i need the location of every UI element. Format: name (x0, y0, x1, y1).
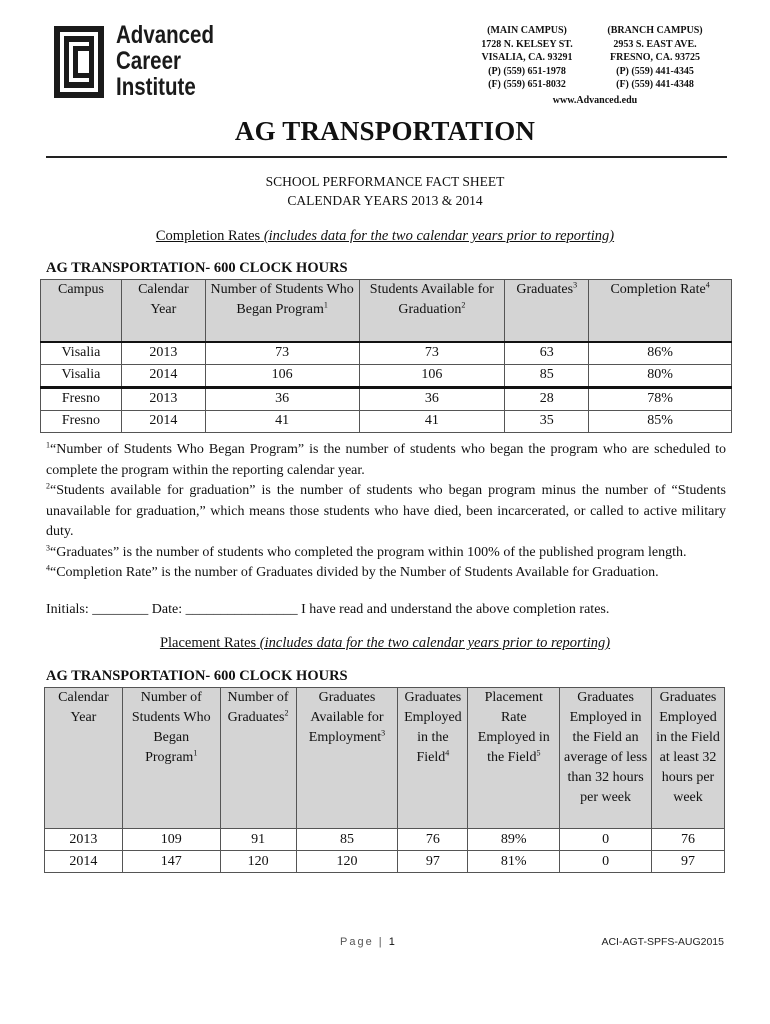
cell-employed: 97 (398, 851, 468, 873)
placement-header-row (45, 688, 725, 829)
cell-year: 2014 (45, 851, 123, 873)
footnote-4-marker: 4 (46, 563, 50, 573)
main-campus-street: 1728 N. KELSEY ST. (481, 38, 573, 50)
col-available-employment: Graduates Available for Employment$^3$ (296, 688, 398, 829)
cell-began: 109 (122, 829, 220, 851)
footnote-4-text: “Completion Rate” is the number of Graduates divided by the Number of Students Available for Graduation. (50, 565, 659, 580)
table-row (41, 387, 732, 410)
cell-campus: Visalia (41, 364, 122, 387)
col-employed-less-than-32: Graduates Employed in the Field an average of less than 32 hours per week (560, 688, 652, 829)
website-link[interactable]: www.Advanced.edu (552, 95, 638, 106)
cell-began: 36 (205, 387, 359, 410)
logo-line-2: Career (116, 47, 181, 75)
col-students-began: Number of Students Who Began Program$^1$ (122, 688, 220, 829)
page-label: Page (340, 936, 374, 948)
col-graduates-label: Graduates (516, 282, 574, 297)
completion-header-row (41, 280, 732, 342)
cell-available: 36 (359, 387, 505, 410)
completion-heading-note: (includes data for the two calendar years prior to reporting) (263, 228, 615, 244)
cell-year: 2014 (121, 364, 205, 387)
cell-began: 147 (122, 851, 220, 873)
col-calendar-year: Calendar Year (121, 280, 205, 342)
cell-available: 41 (359, 410, 505, 432)
cell-rate: 81% (468, 851, 560, 873)
cell-graduates: 28 (505, 387, 589, 410)
subtitle-fact-sheet: SCHOOL PERFORMANCE FACT SHEET (265, 174, 505, 189)
footnote-3-text: “Graduates” is the number of students who completed the program within 100% of the published program length. (50, 544, 687, 560)
cell-began: 73 (205, 342, 359, 365)
completion-program-heading: AG TRANSPORTATION- 600 CLOCK HOURS (46, 260, 348, 276)
cell-less-than-32: 0 (560, 851, 652, 873)
footnote-2-text: “Students available for graduation” is the number of students who began program minus the number of “Students unavailable for graduation,” which means those students who have died, been incarcerated, or called to active military duty. (46, 483, 726, 539)
school-logo (52, 22, 232, 102)
main-campus-heading: (MAIN CAMPUS) (487, 25, 567, 36)
completion-rates-heading (0, 228, 770, 245)
col-employed-in-field: Graduates Employed in the Field$^4$ (398, 688, 468, 829)
cell-available: 85 (296, 829, 398, 851)
main-campus-phone: (P) (559) 651-1978 (488, 65, 566, 77)
cell-employed: 76 (398, 829, 468, 851)
footnote-3-marker: 3 (46, 542, 50, 552)
cell-available: 73 (359, 342, 505, 365)
footnote-2 (46, 481, 726, 543)
cell-graduates: 35 (505, 410, 589, 432)
cell-campus: Visalia (41, 342, 122, 365)
footnote-2-marker: 2 (46, 481, 50, 491)
footnote-1-marker: 1 (46, 440, 50, 450)
cell-at-least-32: 97 (651, 851, 724, 873)
footnote-1 (46, 440, 726, 481)
logo-line-3: Institute (116, 73, 196, 101)
branch-campus-address (596, 24, 714, 92)
branch-campus-city: FRESNO, CA. 93725 (609, 52, 700, 63)
cell-rate: 89% (468, 829, 560, 851)
main-campus-city: VISALIA, CA. 93291 (481, 52, 573, 63)
acknowledgment-line: Initials: ________ Date: ________________ I have read and understand the above completion rates. (46, 602, 610, 617)
cell-year: 2013 (121, 387, 205, 410)
branch-campus-street: 2953 S. EAST AVE. (613, 38, 697, 50)
col-students-available: Students Available for Graduation$^2$ (359, 280, 505, 342)
main-campus-address (468, 24, 586, 92)
col-students-began-label: Number of Students Who Began Program (131, 690, 211, 765)
col-placement-rate-label: Placement Rate Employed in the Field (477, 690, 550, 765)
col-students-began: Number of Students Who Began Program$^1$ (205, 280, 359, 342)
cell-year: 2013 (121, 342, 205, 365)
branch-campus-phone: (P) (559) 441-4345 (616, 65, 694, 77)
col-number-graduates-label: Number of Graduates (227, 690, 289, 725)
main-campus-fax: (F) (559) 651-8032 (488, 79, 566, 90)
col-students-began-label: Number of Students Who Began Program (210, 282, 354, 317)
page-number-value: 1 (388, 936, 395, 948)
placement-heading-note: (includes data for the two calendar years prior to reporting) (259, 635, 611, 651)
completion-heading-label: Completion Rates (155, 228, 261, 244)
table-row (45, 851, 725, 873)
cell-began: 41 (205, 410, 359, 432)
col-employed-in-field-label: Graduates Employed in the Field (404, 690, 462, 765)
cell-graduates: 91 (220, 829, 296, 851)
footnotes (46, 440, 726, 584)
logo-line-1: Advanced (116, 21, 214, 49)
cell-year: 2013 (45, 829, 123, 851)
page-title: AG TRANSPORTATION (234, 116, 536, 146)
page-number: Page | 1 (340, 936, 395, 948)
cell-rate: 78% (589, 387, 732, 410)
col-completion-rate-label: Completion Rate (610, 282, 706, 297)
document-code: ACI-AGT-SPFS-AUG2015 (601, 936, 724, 948)
footnote-1-text: “Number of Students Who Began Program” is the number of students who began the program who are scheduled to complete the program within the reporting calendar year. (46, 442, 726, 478)
col-placement-rate: Placement Rate Employed in the Field$^5$ (468, 688, 560, 829)
cell-at-least-32: 76 (651, 829, 724, 851)
cell-graduates: 63 (505, 342, 589, 365)
table-row (41, 342, 732, 365)
cell-available: 120 (296, 851, 398, 873)
title-divider (46, 156, 727, 158)
logo-wordmark (116, 22, 214, 100)
cell-graduates: 85 (505, 364, 589, 387)
completion-rates-table (40, 279, 732, 433)
cell-began: 106 (205, 364, 359, 387)
branch-campus-heading: (BRANCH CAMPUS) (607, 25, 703, 36)
cell-rate: 80% (589, 364, 732, 387)
placement-rates-table (44, 687, 725, 873)
subtitle-calendar-years: CALENDAR YEARS 2013 & 2014 (287, 193, 483, 208)
footnote-4 (46, 563, 726, 584)
table-row (41, 410, 732, 432)
col-number-graduates: Number of Graduates$^2$ (220, 688, 296, 829)
placement-rates-heading (0, 635, 770, 652)
col-graduates: Graduates$^3$ (505, 280, 589, 342)
cell-campus: Fresno (41, 387, 122, 410)
placement-heading-label: Placement Rates (159, 635, 257, 651)
col-students-available-label: Students Available for Graduation (369, 282, 494, 317)
col-completion-rate: Completion Rate$^4$ (589, 280, 732, 342)
col-calendar-year: Calendar Year (45, 688, 123, 829)
cell-campus: Fresno (41, 410, 122, 432)
placement-program-heading: AG TRANSPORTATION- 600 CLOCK HOURS (46, 668, 348, 684)
cell-less-than-32: 0 (560, 829, 652, 851)
cell-rate: 85% (589, 410, 732, 432)
footnote-3 (46, 543, 726, 564)
cell-rate: 86% (589, 342, 732, 365)
col-available-employment-label: Graduates Available for Employment (308, 690, 384, 745)
cell-available: 106 (359, 364, 505, 387)
col-campus: Campus (41, 280, 122, 342)
table-row (45, 829, 725, 851)
table-row (41, 364, 732, 387)
cell-graduates: 120 (220, 851, 296, 873)
cell-year: 2014 (121, 410, 205, 432)
branch-campus-fax: (F) (559) 441-4348 (616, 79, 694, 90)
logo-mark-icon (52, 24, 106, 100)
col-employed-at-least-32: Graduates Employed in the Field at least 32 hours per week (651, 688, 724, 829)
